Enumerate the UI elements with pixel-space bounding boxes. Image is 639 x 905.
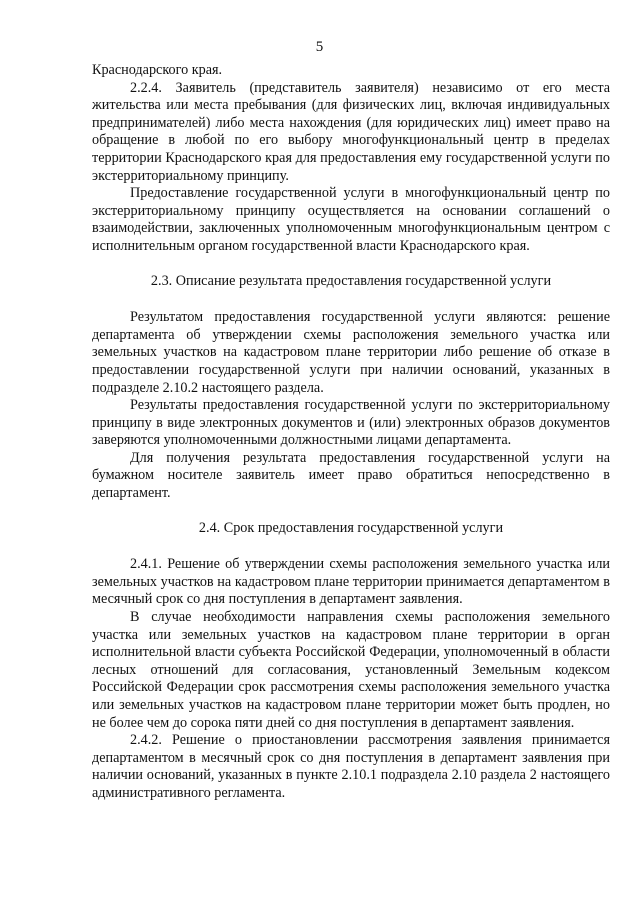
paragraph-result-electronic: Результаты предоставления государственной услуги по экстерриториальному принципу в виде электронных документов и (или) электронных образов документов заверяются уполномоченными должностными лицами департамента. — [92, 397, 610, 449]
paragraph-continuation: Краснодарского края. — [92, 62, 223, 78]
paragraph-2-4-2: 2.4.2. Решение о приостановлении рассмотрения заявления принимается департаментом в месячный срок со дня поступления в департамент заявления при наличии оснований, указанных в пункте 2.10.1 подраздела 2.10 раздела 2 настоящего административного регламента. — [92, 732, 610, 801]
page-number: 5 — [315, 39, 324, 55]
paragraph-result-paper: Для получения результата предоставления государственной услуги на бумажном носителе заявитель имеет право обратиться непосредственно в департамент. — [92, 449, 610, 502]
paragraph-extension: В случае необходимости направления схемы расположения земельного участка или земельных участков на кадастровом плане территории в орган исполнительной власти субъекта Российской Федерации, уполномоченный в области лесных отношений для согласования, установленный Земельным кодексом Российской Федерации срок рассмотрения схемы расположения земельного участка или земельных участков на кадастровом плане территории может быть продлен, но не более чем до сорока пяти дней со дня поступления в департамент заявления. — [92, 609, 610, 731]
paragraph-result: Результатом предоставления государственной услуги являются: решение департамента об утверждении схемы расположения земельного участка или земельных участков на кадастровом плане территории либо решение об отказе в предоставлении государственной услуги при наличии оснований, указанных в подразделе 2.10.2 настоящего раздела. — [92, 309, 610, 396]
paragraph-2-4-1: 2.4.1. Решение об утверждении схемы расположения земельного участка или земельных участков на кадастровом плане территории принимается департаментом в месячный срок со дня поступления в департамент заявления. — [92, 556, 610, 608]
paragraph-2-2-4: 2.2.4. Заявитель (представитель заявителя) независимо от его места жительства или места пребывания (для физических лиц, включая индивидуальных предпринимателей) либо места нахождения (для юридических лиц) имеет право на обращение в любой по его выбору многофункциональный центр в пределах территории Краснодарского края для предоставления ему государственной услуги по экстерриториальному принципу. — [92, 79, 610, 184]
document-body — [92, 62, 610, 803]
section-heading-2-4: 2.4. Срок предоставления государственной услуги — [198, 519, 504, 536]
section-heading-2-3: 2.3. Описание результата предоставления государственной услуги — [150, 272, 552, 289]
paragraph-extraterritorial-mfc: Предоставление государственной услуги в многофункциональный центр по экстерриториальному принципу осуществляется на основании соглашений о взаимодействии, заключенных уполномоченным многофункциональным центром с исполнительным органом государственной власти Краснодарского края. — [92, 185, 610, 254]
